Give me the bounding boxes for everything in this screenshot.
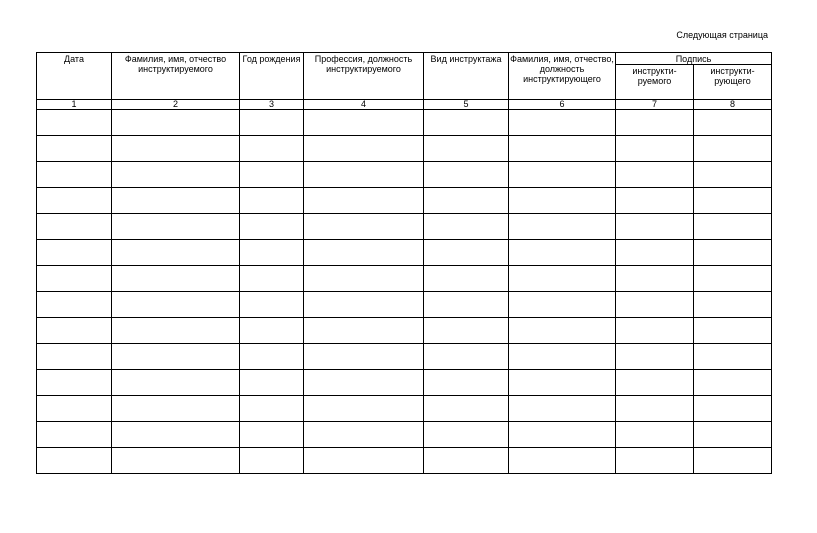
table-cell[interactable] <box>112 266 240 292</box>
column-number: 6 <box>509 100 616 110</box>
table-cell[interactable] <box>304 136 424 162</box>
table-cell[interactable] <box>37 318 112 344</box>
table-cell[interactable] <box>424 214 509 240</box>
table-cell[interactable] <box>112 110 240 136</box>
table-cell[interactable] <box>112 448 240 474</box>
briefing-journal-table <box>36 52 772 474</box>
table-cell[interactable] <box>694 214 772 240</box>
table-cell[interactable] <box>240 448 304 474</box>
table-cell[interactable] <box>694 292 772 318</box>
table-cell[interactable] <box>304 318 424 344</box>
table-cell[interactable] <box>509 110 616 136</box>
table-cell[interactable] <box>616 292 694 318</box>
header-trainee-position: Профессия, должность инструктируемого <box>304 53 424 100</box>
table-cell[interactable] <box>240 370 304 396</box>
table-row <box>37 344 772 370</box>
table-cell[interactable] <box>509 422 616 448</box>
table-cell[interactable] <box>304 240 424 266</box>
header-birth-year: Год рождения <box>240 53 304 100</box>
table-cell[interactable] <box>509 188 616 214</box>
header-signature: Подпись <box>616 53 772 65</box>
table-cell[interactable] <box>616 240 694 266</box>
table-cell[interactable] <box>424 188 509 214</box>
column-number: 3 <box>240 100 304 110</box>
table-cell[interactable] <box>37 240 112 266</box>
table-cell[interactable] <box>304 214 424 240</box>
table-cell[interactable] <box>240 162 304 188</box>
table-cell[interactable] <box>509 240 616 266</box>
table-cell[interactable] <box>240 136 304 162</box>
header-briefing-type: Вид инструктажа <box>424 53 509 100</box>
table-cell[interactable] <box>112 214 240 240</box>
table-cell[interactable] <box>616 136 694 162</box>
table-cell[interactable] <box>240 344 304 370</box>
table-cell[interactable] <box>424 266 509 292</box>
table-cell[interactable] <box>509 266 616 292</box>
table-cell[interactable] <box>112 422 240 448</box>
table-cell[interactable] <box>240 188 304 214</box>
table-cell[interactable] <box>37 110 112 136</box>
table-cell[interactable] <box>304 110 424 136</box>
table-cell[interactable] <box>509 396 616 422</box>
table-row <box>37 318 772 344</box>
column-number: 7 <box>616 100 694 110</box>
table-cell[interactable] <box>694 448 772 474</box>
column-number: 8 <box>694 100 772 110</box>
table-row <box>37 396 772 422</box>
table-cell[interactable] <box>37 396 112 422</box>
table-cell[interactable] <box>240 422 304 448</box>
table-cell[interactable] <box>37 136 112 162</box>
column-number: 1 <box>37 100 112 110</box>
table-cell[interactable] <box>694 344 772 370</box>
table-cell[interactable] <box>304 448 424 474</box>
table-cell[interactable] <box>37 370 112 396</box>
table-cell[interactable] <box>304 292 424 318</box>
table-cell[interactable] <box>694 110 772 136</box>
table-cell[interactable] <box>616 344 694 370</box>
table-cell[interactable] <box>509 162 616 188</box>
table-row <box>37 110 772 136</box>
table-cell[interactable] <box>112 318 240 344</box>
table-cell[interactable] <box>304 162 424 188</box>
table-cell[interactable] <box>694 136 772 162</box>
table-row <box>37 214 772 240</box>
table-cell[interactable] <box>694 370 772 396</box>
table-cell[interactable] <box>509 292 616 318</box>
table-cell[interactable] <box>694 162 772 188</box>
table-cell[interactable] <box>112 136 240 162</box>
table-cell[interactable] <box>240 396 304 422</box>
table-cell[interactable] <box>240 214 304 240</box>
table-row <box>37 448 772 474</box>
table-cell[interactable] <box>694 188 772 214</box>
table-row <box>37 240 772 266</box>
table-row <box>37 136 772 162</box>
table-cell[interactable] <box>424 318 509 344</box>
table-cell[interactable] <box>37 188 112 214</box>
table-cell[interactable] <box>240 318 304 344</box>
table-cell[interactable] <box>424 110 509 136</box>
table-row <box>37 292 772 318</box>
table-cell[interactable] <box>37 292 112 318</box>
table-body <box>37 110 772 474</box>
column-number-row <box>37 100 772 110</box>
table-cell[interactable] <box>616 422 694 448</box>
table-cell[interactable] <box>616 214 694 240</box>
table-cell[interactable] <box>616 318 694 344</box>
table-cell[interactable] <box>240 240 304 266</box>
table-cell[interactable] <box>37 162 112 188</box>
table-cell[interactable] <box>304 344 424 370</box>
table-cell[interactable] <box>424 370 509 396</box>
header-instructor-name: Фамилия, имя, отчество, должность инструктирующего <box>509 53 616 100</box>
table-cell[interactable] <box>112 344 240 370</box>
table-cell[interactable] <box>694 266 772 292</box>
table-cell[interactable] <box>240 266 304 292</box>
table-cell[interactable] <box>112 162 240 188</box>
table-cell[interactable] <box>37 422 112 448</box>
table-cell[interactable] <box>616 370 694 396</box>
header-trainee-name: Фамилия, имя, отчество инструктируемого <box>112 53 240 100</box>
table-cell[interactable] <box>616 396 694 422</box>
table-row <box>37 266 772 292</box>
table-cell[interactable] <box>694 240 772 266</box>
column-number: 2 <box>112 100 240 110</box>
table-row <box>37 422 772 448</box>
header-date: Дата <box>37 53 112 100</box>
table-cell[interactable] <box>240 110 304 136</box>
table-cell[interactable] <box>304 188 424 214</box>
table-cell[interactable] <box>424 422 509 448</box>
table-cell[interactable] <box>112 370 240 396</box>
header-signature-instructor: инструкти-рующего <box>694 65 772 100</box>
table-cell[interactable] <box>37 214 112 240</box>
table-cell[interactable] <box>509 214 616 240</box>
table-row <box>37 188 772 214</box>
table-cell[interactable] <box>424 396 509 422</box>
table-cell[interactable] <box>240 292 304 318</box>
table-cell[interactable] <box>509 344 616 370</box>
table-row <box>37 162 772 188</box>
table-cell[interactable] <box>616 266 694 292</box>
table-cell[interactable] <box>509 370 616 396</box>
table-cell[interactable] <box>509 318 616 344</box>
table-cell[interactable] <box>509 136 616 162</box>
next-page-label: Следующая страница <box>676 30 768 40</box>
table-cell[interactable] <box>616 110 694 136</box>
table-cell[interactable] <box>424 292 509 318</box>
table-cell[interactable] <box>112 188 240 214</box>
table-row <box>37 370 772 396</box>
table-cell[interactable] <box>616 188 694 214</box>
table-cell[interactable] <box>616 448 694 474</box>
column-number: 4 <box>304 100 424 110</box>
table-cell[interactable] <box>509 448 616 474</box>
table-cell[interactable] <box>37 266 112 292</box>
table-cell[interactable] <box>694 318 772 344</box>
header-signature-trainee: инструкти-руемого <box>616 65 694 100</box>
table-cell[interactable] <box>304 266 424 292</box>
table-cell[interactable] <box>112 396 240 422</box>
table-cell[interactable] <box>112 292 240 318</box>
table-cell[interactable] <box>37 448 112 474</box>
table-cell[interactable] <box>304 370 424 396</box>
table-cell[interactable] <box>424 162 509 188</box>
table-cell[interactable] <box>304 396 424 422</box>
table-cell[interactable] <box>304 422 424 448</box>
column-number: 5 <box>424 100 509 110</box>
table-cell[interactable] <box>616 162 694 188</box>
table-cell[interactable] <box>424 240 509 266</box>
table-cell[interactable] <box>424 136 509 162</box>
table-cell[interactable] <box>694 396 772 422</box>
table-cell[interactable] <box>424 344 509 370</box>
table-cell[interactable] <box>424 448 509 474</box>
table-cell[interactable] <box>112 240 240 266</box>
table-cell[interactable] <box>37 344 112 370</box>
table-cell[interactable] <box>694 422 772 448</box>
